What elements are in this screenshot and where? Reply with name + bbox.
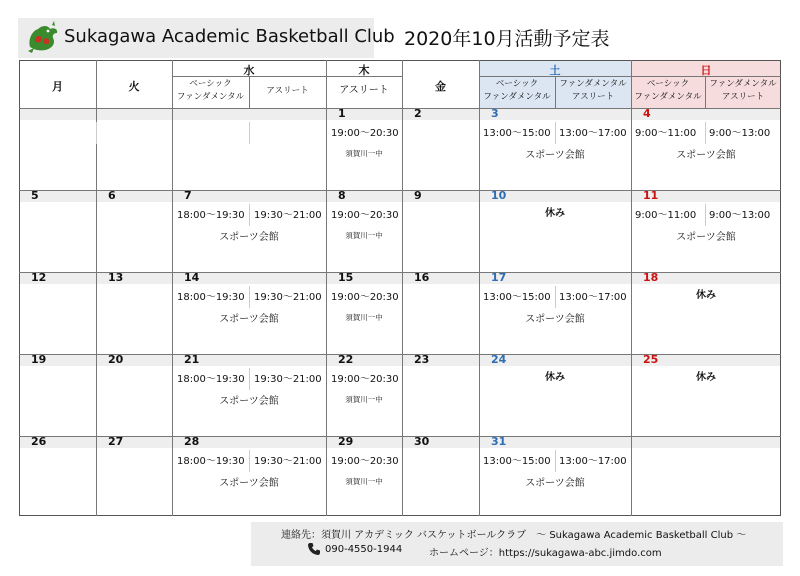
day-number: 28 — [184, 435, 200, 448]
wed-time: 19:30～21:00 — [254, 374, 322, 385]
day-number: 31 — [491, 435, 507, 448]
sun-time: 9:00～11:00 — [635, 210, 697, 221]
sat-athlete-label: アスリート — [571, 92, 615, 102]
sat-time: 13:00～17:00 — [559, 128, 627, 139]
day-number: 12 — [31, 271, 47, 284]
sat-basic-label: ベーシック — [495, 79, 539, 89]
day-number: 15 — [338, 271, 354, 284]
thu-time: 19:00～20:30 — [331, 210, 399, 221]
day-number: 20 — [108, 353, 124, 366]
day-number: 23 — [414, 353, 430, 366]
thu-athlete-header: アスリート — [339, 85, 389, 96]
sat-time: 13:00～17:00 — [559, 456, 627, 467]
sat-time: 13:00～15:00 — [483, 292, 551, 303]
wed-basic-header: ベーシック ファンダメンタル — [176, 79, 245, 102]
sun-basic-header: ベーシック ファンダメンタル — [634, 79, 702, 102]
col-header-fri: 金 — [435, 80, 446, 93]
col-header-wed: 水 — [243, 64, 255, 77]
sat-fundamental-label-2: ファンダメンタル — [559, 79, 627, 89]
thu-venue: 須賀川一中 — [345, 395, 383, 404]
day-number: 29 — [338, 435, 354, 448]
footer — [251, 522, 783, 566]
day-number: 8 — [338, 189, 346, 202]
sat-time: 13:00～17:00 — [559, 292, 627, 303]
wed-time: 18:00～19:30 — [177, 292, 245, 303]
thu-time: 19:00～20:30 — [331, 374, 399, 385]
sat-venue: スポーツ会館 — [525, 150, 585, 161]
col-header-sun: 日 — [700, 64, 712, 77]
thu-venue: 須賀川一中 — [345, 231, 383, 240]
day-number: 5 — [31, 189, 39, 202]
day-number: 1 — [338, 107, 346, 120]
sun-time: 9:00～11:00 — [635, 128, 697, 139]
day-number: 18 — [643, 271, 659, 284]
col-header-mon: 月 — [52, 80, 63, 93]
sun-rest: 休み — [696, 372, 716, 383]
col-header-sat: 土 — [549, 64, 561, 77]
day-number: 4 — [643, 107, 651, 120]
sat-basic-header — [479, 78, 555, 104]
day-number: 27 — [108, 435, 124, 448]
day-number: 30 — [414, 435, 430, 448]
day-number: 9 — [414, 189, 422, 202]
footer-contact: 連絡先：須賀川 アカデミック バスケットボールクラブ ～ Sukagawa Academic Basketball Club ～ — [281, 530, 747, 541]
thu-time: 19:00～20:30 — [331, 292, 399, 303]
sun-time: 9:00～13:00 — [709, 128, 771, 139]
sat-venue: スポーツ会館 — [525, 478, 585, 489]
sun-rest: 休み — [696, 290, 716, 301]
sat-fundamental-label: ファンダメンタル — [483, 92, 551, 102]
wed-venue: スポーツ会館 — [219, 232, 279, 243]
day-number: 2 — [414, 107, 422, 120]
wed-time: 19:30～21:00 — [254, 456, 322, 467]
thu-time: 19:00～20:30 — [331, 128, 399, 139]
page-title: 2020年10月活動予定表 — [404, 28, 610, 50]
day-number: 3 — [491, 107, 499, 120]
sat-time: 13:00～15:00 — [483, 128, 551, 139]
day-number: 22 — [338, 353, 354, 366]
day-number: 10 — [491, 189, 507, 202]
wed-venue: スポーツ会館 — [219, 314, 279, 325]
sat-athlete-header — [555, 78, 631, 104]
sat-rest: 休み — [545, 208, 565, 219]
sun-venue: スポーツ会館 — [676, 150, 736, 161]
sun-time: 9:00～13:00 — [709, 210, 771, 221]
thu-time: 19:00～20:30 — [331, 456, 399, 467]
thu-venue: 須賀川一中 — [345, 313, 383, 322]
day-number: 6 — [108, 189, 116, 202]
sat-rest: 休み — [545, 372, 565, 383]
day-number: 21 — [184, 353, 200, 366]
day-number: 26 — [31, 435, 47, 448]
sat-time: 13:00～15:00 — [483, 456, 551, 467]
thu-venue: 須賀川一中 — [345, 149, 383, 158]
sat-venue: スポーツ会館 — [525, 314, 585, 325]
day-number: 11 — [643, 189, 659, 202]
wed-athlete-header: アスリート — [266, 86, 309, 96]
wed-venue: スポーツ会館 — [219, 478, 279, 489]
club-name: Sukagawa Academic Basketball Club — [64, 26, 395, 47]
day-number: 13 — [108, 271, 124, 284]
day-number: 25 — [643, 353, 659, 366]
wed-time: 18:00～19:30 — [177, 374, 245, 385]
wed-time: 18:00～19:30 — [177, 210, 245, 221]
day-number: 24 — [491, 353, 507, 366]
wed-time: 19:30～21:00 — [254, 292, 322, 303]
sun-venue: スポーツ会館 — [676, 232, 736, 243]
header-banner — [18, 18, 395, 58]
wed-time: 18:00～19:30 — [177, 456, 245, 467]
day-number: 19 — [31, 353, 47, 366]
sun-fundamental-header: ファンダメンタル アスリート — [709, 79, 777, 102]
footer-homepage: ホームページ：https://sukagawa-abc.jimdo.com — [429, 548, 662, 559]
col-header-tue: 火 — [128, 80, 140, 93]
dragon-logo-icon — [24, 21, 62, 55]
calendar-table — [19, 60, 781, 516]
wed-time: 19:30～21:00 — [254, 210, 322, 221]
thu-venue: 須賀川一中 — [345, 477, 383, 486]
footer-phone: 090-4550-1944 — [325, 544, 403, 555]
col-header-thu: 木 — [358, 64, 370, 77]
day-number: 14 — [184, 271, 200, 284]
wed-venue: スポーツ会館 — [219, 396, 279, 407]
day-number: 17 — [491, 271, 507, 284]
phone-icon — [307, 542, 321, 556]
day-number: 16 — [414, 271, 430, 284]
day-number: 7 — [184, 189, 192, 202]
